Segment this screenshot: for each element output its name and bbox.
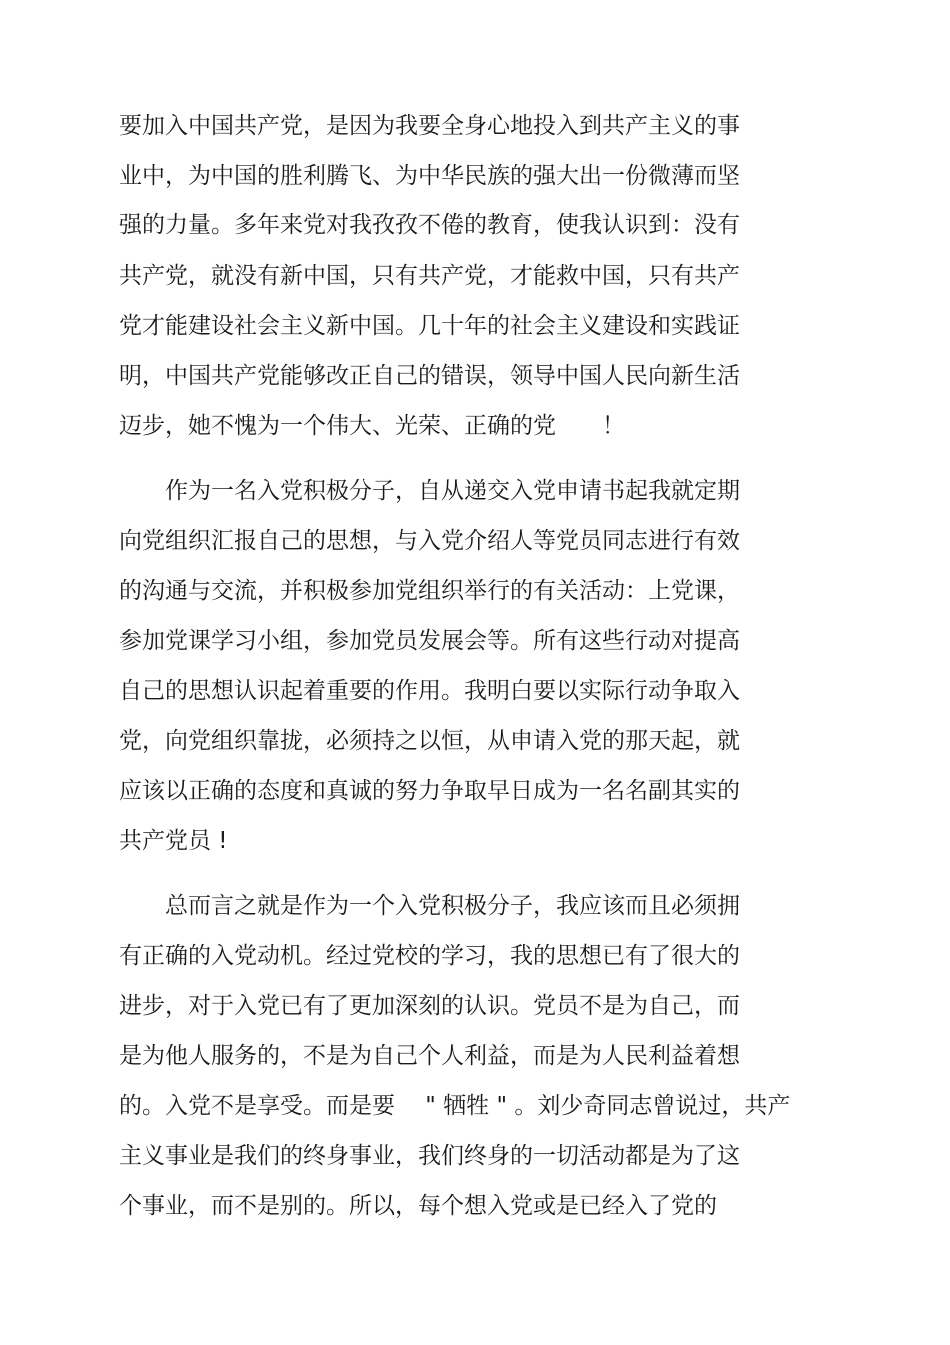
p1-line-3: 强的力量。多年来党对我孜孜不倦的教育，使我认识到：没有 xyxy=(119,212,740,238)
p3-line-1: 总而言之就是作为一个入党积极分子，我应该而且必须拥 xyxy=(119,893,740,919)
p3-line-3: 进步，对于入党已有了更加深刻的认识。党员不是为自己，而 xyxy=(119,993,740,1019)
p2-line-6: 党，向党组织靠拢，必须持之以恒，从申请入党的那天起，就 xyxy=(119,728,740,754)
p2-line-7: 应该以正确的态度和真诚的努力争取早日成为一名名副其实的 xyxy=(119,778,740,804)
p2-line-3: 的沟通与交流，并积极参加党组织举行的有关活动：上党课， xyxy=(119,578,740,604)
p1-line-1: 要加入中国共产党，是因为我要全身心地投入到共产主义的事 xyxy=(119,113,740,139)
p1-line-5: 党才能建设社会主义新中国。几十年的社会主义建设和实践证 xyxy=(119,313,740,339)
p3-line-6: 主义事业是我们的终身事业，我们终身的一切活动都是为了这 xyxy=(119,1143,740,1169)
p2-line-2: 向党组织汇报自己的思想，与入党介绍人等党员同志进行有效 xyxy=(119,528,740,554)
p2-line-8: 共产党员 ! xyxy=(119,828,228,854)
p2-line-1: 作为一名入党积极分子，自从递交入党申请书起我就定期 xyxy=(119,478,740,504)
p2-line-4: 参加党课学习小组，参加党员发展会等。所有这些行动对提高 xyxy=(119,628,740,654)
p1-line-4: 共产党，就没有新中国，只有共产党，才能救中国，只有共产 xyxy=(119,263,740,289)
p1-line-2: 业中，为中国的胜利腾飞、为中华民族的强大出一份微薄而坚 xyxy=(119,163,740,189)
p1-line-6: 明，中国共产党能够改正自己的错误，领导中国人民向新生活 xyxy=(119,363,740,389)
p1-line-7: 迈步，她不愧为一个伟大、光荣、正确的党 ！ xyxy=(119,413,625,439)
p3-line-4: 是为他人服务的，不是为自己个人利益，而是为人民利益着想 xyxy=(119,1043,740,1069)
p3-line-2: 有正确的入党动机。经过党校的学习，我的思想已有了很大的 xyxy=(119,943,740,969)
p2-line-5: 自己的思想认识起着重要的作用。我明白要以实际行动争取入 xyxy=(119,678,740,704)
p3-line-7: 个事业，而不是别的。所以，每个想入党或是已经入了党的 xyxy=(119,1193,717,1219)
p3-line-5: 的。入党不是享受。而是要 " 牺牲 " 。刘少奇同志曾说过，共产 xyxy=(119,1093,791,1119)
